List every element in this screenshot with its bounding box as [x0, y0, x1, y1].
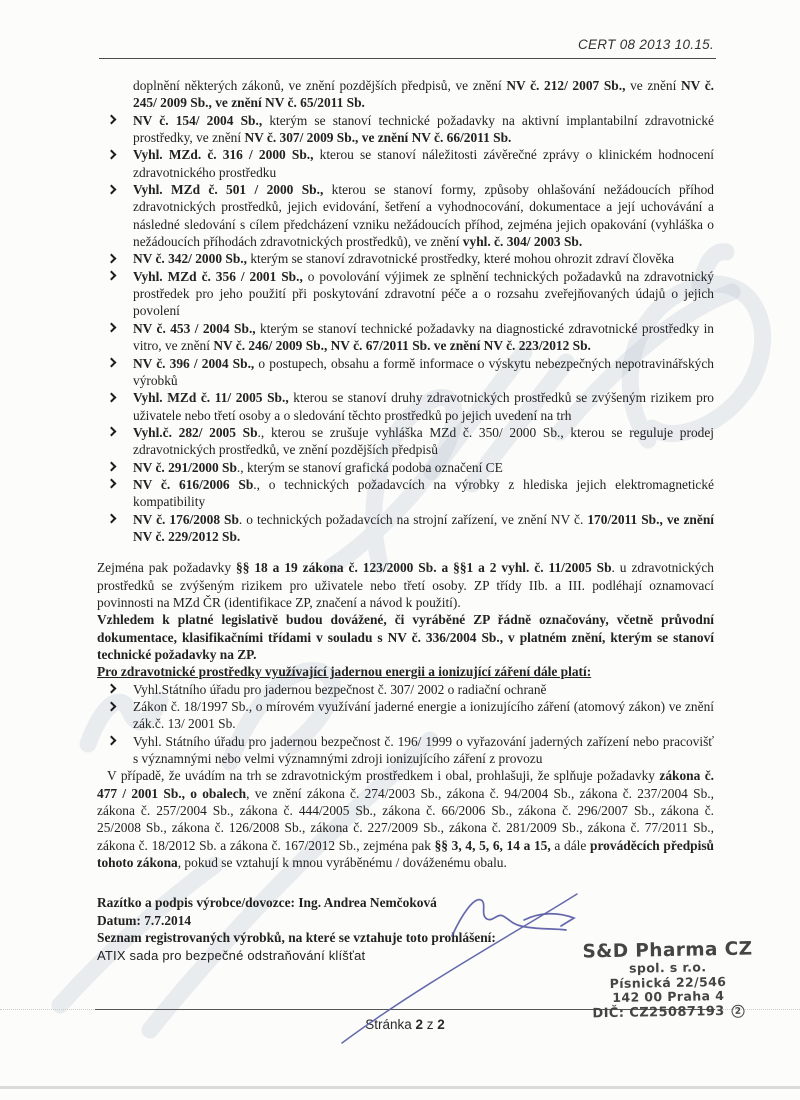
list-item: [97, 268, 714, 320]
spacer: [97, 545, 714, 559]
nuclear-section-heading: Pro zdravotnické prostředky využívající jadernou energii a ionizující záření dále platí:: [97, 664, 592, 680]
header-rule: [99, 58, 716, 59]
scan-edge-band: [0, 1086, 800, 1089]
list-item: [97, 681, 714, 698]
stamp-street: Písnická 22/546: [609, 973, 727, 991]
list-item: [97, 733, 714, 768]
list-item-text: Vyhl. MZd č. 356 / 2001 Sb., o povolování výjimek ze splnění technických požadavků na zdravotnický prostředek pro jeho použití při poskytování zdravotní péče a o rozsahu zveřejňovaných údajů o jejich povolení: [133, 268, 714, 319]
paragraph-vzhledem: Vzhledem k platné legislativě budou dovážené, či vyráběné ZP řádně označovány, včetně průvodní dokumentace, klasifikačními třídami v souladu s NV č. 336/2004 Sb., v platném znění, kterým se stanoví technické požadavky na ZP.: [97, 612, 714, 662]
bullet-arrow-icon: [107, 271, 117, 281]
list-item: [97, 77, 714, 112]
company-stamp: [549, 939, 786, 1023]
list-item-text: NV č. 453 / 2004 Sb., kterým se stanoví technické požadavky na diagnostické zdravotnické prostředky in vitro, ve znění NV č. 246/ 2009 Sb., NV č. 67/2011 Sb. ve znění NV č. 223/2012 Sb.: [133, 320, 714, 354]
list-item-text: Vyhl.Státního úřadu pro jadernou bezpečnost č. 307/ 2002 o radiační ochraně: [133, 681, 547, 697]
bullet-arrow-icon: [107, 479, 117, 489]
bullet-arrow-icon: [107, 392, 117, 402]
list-item: [97, 511, 714, 546]
list-item: [97, 424, 714, 459]
bullet-arrow-icon: [107, 701, 117, 711]
list-item-text: Vyhl.č. 282/ 2005 Sb., kterou se zrušuje vyhláška MZd č. 350/ 2000 Sb., kterou se reguluje prodej zdravotnických prostředků, ve znění pozdějších předpisů: [133, 424, 714, 458]
list-item: [97, 459, 714, 476]
bullet-arrow-icon: [107, 323, 117, 333]
regulations-list: [97, 77, 714, 545]
list-item: [97, 698, 714, 733]
list-item-text: Vyhl. MZd. č. 316 / 2000 Sb., kterou se stanoví náležitosti závěrečné zprávy o klinickém hodnocení zdravotnického prostředku: [133, 147, 714, 180]
list-item-text: Vyhl. Státního úřadu pro jadernou bezpečnost č. 196/ 1999 o vyřazování jaderných zařízení nebo pracovišť s významnými nebo velmi významnými zdroji ionizujícího záření z provozu: [133, 733, 714, 767]
bullet-arrow-icon: [107, 736, 117, 746]
circled-2-badge: 2: [732, 1004, 745, 1017]
bullet-arrow-icon: [107, 462, 117, 472]
stamp-tax-id: DIČ: CZ25087193 2: [550, 1003, 786, 1023]
list-item: [97, 476, 714, 511]
list-item-text: doplnění některých zákonů, ve znění pozdějších předpisů, ve znění NV č. 212/ 2007 Sb., ve znění NV č. 245/ 2009 Sb., ve znění NV č. 65/2011 Sb.: [133, 78, 714, 111]
bullet-arrow-icon: [107, 184, 117, 194]
bullet-arrow-icon: [107, 684, 117, 694]
list-item: [97, 320, 714, 355]
stamp-company-name: S&D Pharma CZ: [582, 938, 753, 963]
paragraph-obaly: V případě, že uvádím na trh se zdravotnickým prostředkem i obal, prohlašuji, že splňuje požadavky zákona č. 477 / 2001 Sb., o obalech, ve znění zákona č. 274/2003 Sb., zákona č. 94/2004 Sb., zákona č. 237/2004 Sb., zákona č. 257/2004 Sb., zákona č. 444/2005 Sb., zákona č. 66/2006 Sb., zákona č. 296/2007 Sb., zákona č. 25/2008 Sb., zákona č. 126/2008 Sb., zákona č. 227/2009 Sb., zákona č. 281/2009 Sb., zákona č. 77/2011 Sb., zákona č. 18/2012 Sb. a zákona č. 167/2012 Sb., zejména pak §§ 3, 4, 5, 6, 14 a 15, a dále prováděcích předpisů tohoto zákona, pokud se vztahují k mnou vyráběnému / dováženému obalu.: [97, 768, 714, 871]
stamp-city: 142 00 Praha 4: [612, 988, 725, 1006]
bullet-arrow-icon: [107, 115, 117, 125]
document-code: CERT 08 2013 10.15.: [577, 37, 714, 52]
list-item: [97, 389, 714, 424]
list-item-text: NV č. 176/2008 Sb. o technických požadavcích na strojní zařízení, ve znění NV č. 170/2011 Sb., ve znění NV č. 229/2012 Sb.: [133, 511, 714, 544]
product-item: ATIX sada pro bezpečné odstraňování klíšťat: [97, 947, 366, 963]
list-item: [97, 112, 714, 147]
stamp-signature-line: Razítko a podpis výrobce/dovozce: Ing. Andrea Nemčoková: [97, 895, 437, 911]
products-heading: Seznam registrovaných výrobků, na které se vztahuje toto prohlášení:: [97, 930, 496, 946]
list-item-text: Vyhl. MZd č. 501 / 2000 Sb., kterou se stanoví formy, způsoby ohlašování nežádoucích příhod zdravotnických prostředků, jejich evidování, šetření a vyhodnocování, dokumentace a její uchovávání a následné sledování s cílem předcházení vzniku nežádoucích příhod, zejména jejich opakování (vyhláška o nežádoucích příhodách zdravotnických prostředků), ve znění vyhl. č. 304/ 2003 Sb.: [133, 182, 714, 250]
list-item-text: NV č. 342/ 2000 Sb., kterým se stanoví zdravotnické prostředky, které mohou ohrozit zdraví člověka: [133, 251, 675, 267]
bullet-arrow-icon: [107, 358, 117, 368]
list-item-text: NV č. 291/2000 Sb., kterým se stanoví grafická podoba označení CE: [133, 459, 503, 475]
page-footer: Stránka 2 z 2: [365, 1017, 445, 1032]
list-item: [97, 250, 714, 267]
document-body: [97, 77, 714, 964]
list-item-text: Vyhl. MZd č. 11/ 2005 Sb., kterou se stanoví druhy zdravotnických prostředků se zvýšeným rizikem pro uživatele nebo třetí osoby a o sledování těchto prostředků po jejich uvedení na trh: [133, 390, 714, 423]
list-item: [97, 146, 714, 181]
bullet-arrow-icon: [107, 149, 117, 159]
nuclear-list: [97, 681, 714, 768]
bullet-arrow-icon: [107, 253, 117, 263]
bullet-arrow-icon: [107, 514, 117, 524]
stamp-legal-form: spol. s r.o.: [628, 959, 707, 976]
paragraph-zejmena: Zejména pak požadavky §§ 18 a 19 zákona č. 123/2000 Sb. a §§1 a 2 vyhl. č. 11/2005 Sb. u zdravotnických prostředků se zvýšeným rizikem pro uživatele nebo třetí osoby. ZP třídy IIb. a III. podléhají oznamovací povinnosti na MZd ČR (identifikace ZP, značení a návod k použití).: [97, 560, 714, 610]
list-item-text: Zákon č. 18/1997 Sb., o mírovém využívání jaderné energie a ionizujícího záření (atomový zákon) ve znění zák.č. 13/ 2001 Sb.: [133, 699, 714, 732]
list-item: [97, 181, 714, 250]
date-line: Datum: 7.7.2014: [97, 912, 192, 928]
list-item: [97, 355, 714, 390]
list-item-text: NV č. 154/ 2004 Sb., kterým se stanoví technické požadavky na aktivní implantabilní zdravotnické prostředky, ve znění NV č. 307/ 2009 Sb., ve znění NV č. 66/2011 Sb.: [133, 112, 714, 146]
bullet-arrow-icon: [107, 427, 117, 437]
list-item-text: NV č. 396 / 2004 Sb., o postupech, obsahu a formě informace o výskytu nebezpečných nepotravinářských výrobků: [133, 355, 714, 388]
list-item-text: NV č. 616/2006 Sb., o technických požadavcích na výrobky z hlediska jejich elektromagnetické kompatibility: [133, 476, 714, 510]
